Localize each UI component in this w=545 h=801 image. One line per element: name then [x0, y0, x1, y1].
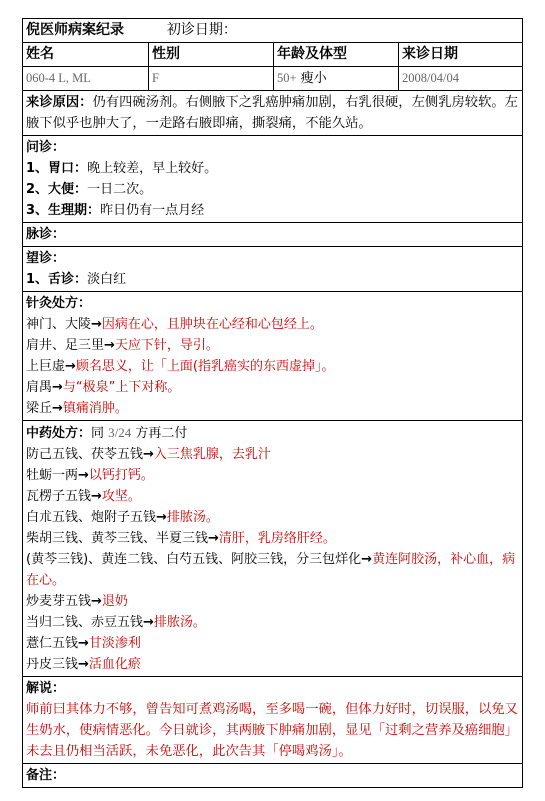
herbal-item: 白朮五钱、炮附子五钱→排脓汤。 [26, 510, 219, 525]
arrow-icon: → [91, 489, 102, 504]
herbal-cell [23, 421, 523, 677]
explanation-label: 解说： [26, 681, 66, 696]
explanation-cell [23, 677, 523, 764]
herbal-item: 薏仁五钱→甘淡渗利 [26, 636, 141, 651]
column-header-row [23, 43, 523, 67]
arrow-icon: → [91, 594, 102, 609]
patient-build: 瘦小 [300, 71, 327, 86]
acupuncture-row [23, 292, 523, 421]
record-title: 倪医师病案纪录 [26, 22, 124, 38]
explanation-row [23, 677, 523, 764]
herbal-item: 柴胡三钱、黄芩三钱、半夏三钱→清肝，乳房络肝经。 [26, 531, 336, 546]
complaint-row [23, 91, 523, 136]
visit-date: 2008/04/04 [399, 67, 523, 91]
herbal-item: 炒麦芽五钱→退奶 [26, 594, 128, 609]
arrow-icon: → [52, 401, 63, 416]
complaint-text: 仍有四碗汤剂。右侧腋下之乳癌肿痛加剧，右乳很硬，左侧乳房较软。左腋下似乎也肿大了，一走路右腋即痛，撕裂痛，不能久站。 [26, 95, 518, 131]
arrow-icon: → [208, 531, 219, 546]
arrow-icon: → [52, 380, 63, 395]
inquiry-item: 2、大便：一日二次。 [26, 182, 153, 197]
arrow-icon: → [78, 636, 89, 651]
tongue-diagnosis: 1、舌诊：淡白红 [26, 272, 127, 287]
herbal-item: 防己五钱、茯苓五钱→入三焦乳腺，去乳汁 [26, 447, 271, 462]
case-record [22, 18, 522, 788]
arrow-icon: → [104, 338, 115, 353]
first-visit-date-label: 初诊日期： [166, 22, 237, 38]
herbal-item: 牡蛎一两→以钙打钙。 [26, 468, 154, 483]
herbal-item: 丹皮三钱→活血化瘀 [26, 657, 141, 672]
acupuncture-label: 针灸处方： [26, 296, 92, 311]
remarks-label: 备注： [23, 764, 523, 788]
inspection-label: 望诊： [26, 251, 66, 266]
arrow-icon: → [78, 468, 89, 483]
inquiry-item: 3、生理期：昨日仍有一点月经 [26, 203, 205, 218]
arrow-icon: → [156, 510, 167, 525]
acupuncture-item: 上巨虚→顾名思义，让「上面(指乳癌实的东西虚掉」。 [26, 359, 335, 374]
sex-column-header: 性别 [149, 43, 274, 67]
inspection-cell [23, 247, 523, 292]
patient-info-row [23, 67, 523, 91]
acupuncture-item: 肩井、足三里→天应下针，导引。 [26, 338, 219, 353]
acupuncture-item: 肩禺→与“极泉”上下对称。 [26, 380, 181, 395]
herbal-label: 中药处方： [26, 426, 92, 441]
inspection-row [23, 247, 523, 292]
complaint-label: 来诊原因： [26, 95, 93, 110]
inquiry-cell [23, 136, 523, 223]
patient-sex: F [149, 67, 274, 91]
case-record-table [22, 18, 523, 788]
arrow-icon: → [78, 657, 89, 672]
age-build-column-header: 年龄及体型 [274, 43, 399, 67]
arrow-icon: → [143, 447, 154, 462]
acupuncture-cell [23, 292, 523, 421]
visit-date-column-header: 来诊日期 [399, 43, 523, 67]
pulse-row [23, 223, 523, 247]
remarks-row [23, 764, 523, 788]
patient-age: 50+ [277, 71, 297, 85]
name-column-header: 姓名 [23, 43, 149, 67]
explanation-text: 师前曰其体力不够，曾告知可煮鸡汤喝，至多喝一碗，但体力好时，切误服，以免又生奶水，使病情恶化。今日就诊，其两腋下肿痛加剧，显见「过剩之营养及癌细胞」未去且仍相当活跃，未免恶化，此次告其「停喝鸡汤」。 [26, 702, 518, 759]
patient-name: 060-4 L, ML [23, 67, 149, 91]
herbal-header: 中药处方：同 3/24 方再二付 [26, 425, 188, 441]
acupuncture-item: 神门、大陵→因病在心，且肿块在心经和心包经上。 [26, 317, 323, 332]
herbal-item: 当归二钱、赤豆五钱→排脓汤。 [26, 615, 206, 630]
pulse-label: 脉诊： [23, 223, 523, 247]
header-cell [23, 19, 523, 43]
arrow-icon: → [91, 317, 102, 332]
header-row [23, 19, 523, 43]
herbal-item: (黄芩三钱)、黄连二钱、白芍五钱、阿胶三钱，分三包烊化→黄连阿胶汤，补心血，病在心。 [26, 552, 516, 588]
herbal-row [23, 421, 523, 677]
arrow-icon: → [143, 615, 154, 630]
arrow-icon: → [361, 552, 373, 567]
inquiry-label: 问诊： [26, 140, 66, 155]
inquiry-row [23, 136, 523, 223]
arrow-icon: → [65, 359, 76, 374]
patient-age-build [274, 67, 399, 91]
acupuncture-item: 梁丘→镇痛消肿。 [26, 401, 128, 416]
complaint-cell [23, 91, 523, 136]
herbal-item: 瓦楞子五钱→攻坚。 [26, 489, 141, 504]
inquiry-item: 1、胃口：晚上较差，早上较好。 [26, 161, 218, 176]
